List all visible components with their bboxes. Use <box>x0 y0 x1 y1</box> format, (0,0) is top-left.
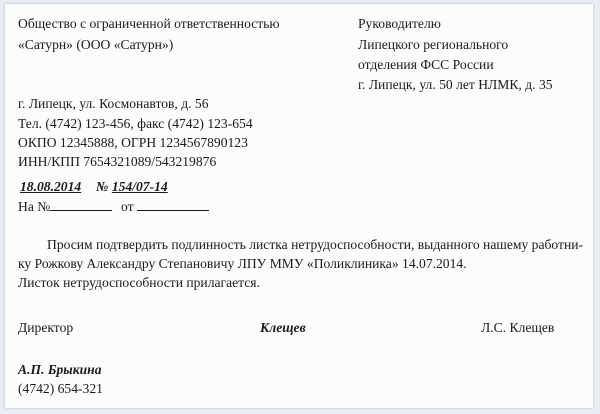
reply-from-label: от <box>121 199 134 214</box>
outgoing-number: 154/07-14 <box>111 179 168 194</box>
recipient-line3: отделения ФСС России <box>358 57 494 72</box>
recipient-line1: Руководителю <box>358 16 441 31</box>
signature-name: Л.С. Клещев <box>481 320 555 335</box>
sender-phone: Тел. (4742) 123-456, факс (4742) 123-654 <box>18 116 253 131</box>
reply-number-blank <box>50 197 112 211</box>
sender-name-line2: «Сатурн» (ООО «Сатурн») <box>18 37 174 52</box>
reply-ref <box>18 197 209 215</box>
recipient-line4: г. Липецк, ул. 50 лет НЛМК, д. 35 <box>358 77 553 92</box>
body-line3: Листок нетрудоспособности прилагается. <box>18 275 260 290</box>
reply-date-blank <box>137 197 209 211</box>
letter-sheet <box>5 4 593 408</box>
outgoing-date: 18.08.2014 <box>20 179 82 194</box>
sender-name-line1: Общество с ограниченной ответственностью <box>18 16 280 31</box>
executor-name: А.П. Брыкина <box>18 362 102 377</box>
reply-no-label: На № <box>18 199 51 214</box>
outgoing-ref <box>20 178 168 195</box>
outgoing-no-label: № <box>95 179 109 194</box>
sender-address: г. Липецк, ул. Космонавтов, д. 56 <box>18 96 209 111</box>
sender-codes: ОКПО 12345888, ОГРН 1234567890123 <box>18 135 248 150</box>
signature-position: Директор <box>18 320 74 335</box>
handwritten-signature: Клещев <box>260 320 306 335</box>
executor-phone: (4742) 654-321 <box>18 381 103 396</box>
body-line1: Просим подтвердить подлинность листка нетрудоспособности, выданного нашему работни- <box>47 237 584 252</box>
recipient-line2: Липецкого регионального <box>358 37 509 52</box>
sender-inn: ИНН/КПП 7654321089/543219876 <box>18 154 217 169</box>
body-line2: ку Рожкову Александру Степановичу ЛПУ ММУ «Поликлиника» 14.07.2014. <box>18 256 467 271</box>
